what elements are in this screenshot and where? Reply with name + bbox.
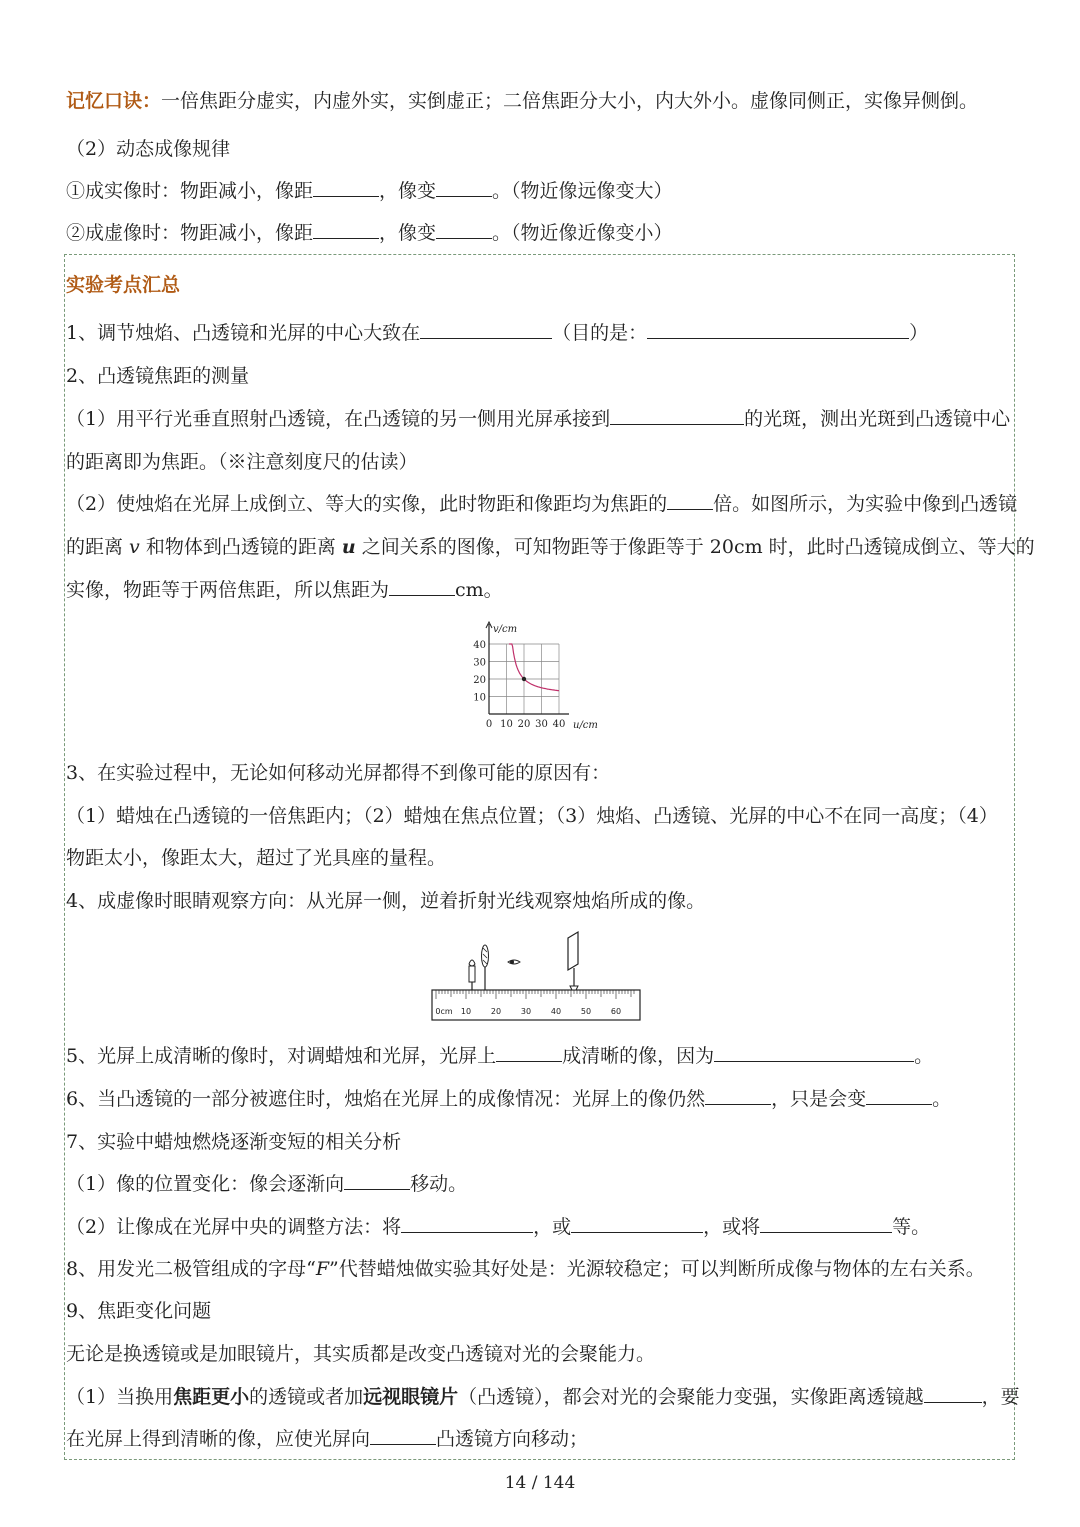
text: ） (909, 322, 929, 344)
text: 。（物近像远像变大） (492, 180, 673, 202)
text: 的透镜或者加 (249, 1386, 364, 1408)
text: cm。 (455, 579, 503, 601)
item-9-intro: 无论是换透镜或是加眼镜片，其实质都是改变凸透镜对光的会聚能力。 (66, 1343, 656, 1365)
text: ②成虚像时：物距减小，像距 (66, 222, 314, 244)
text: 的距离 (66, 536, 130, 558)
item-2-1-cont: 的距离即为焦距。（※注意刻度尺的估读） (66, 451, 418, 473)
blank (370, 1426, 436, 1445)
blank (344, 1171, 410, 1190)
y-tick-label: 10 (473, 692, 486, 704)
text: ，只是会变 (771, 1088, 867, 1110)
page-number: 14 / 144 (504, 1473, 576, 1493)
item-5 (66, 1043, 933, 1069)
text: 在光屏上得到清晰的像，应使光屏向 (66, 1428, 371, 1450)
chart-axes (486, 622, 569, 714)
text-bold: 焦距更小 (173, 1386, 250, 1408)
text: 的光斑，测出光斑到凸透镜中心 (744, 408, 1011, 430)
text: 。（物近像近像变小） (492, 222, 673, 244)
ruler-label: 50 (580, 1007, 592, 1016)
item-6 (66, 1086, 951, 1112)
text: 凸透镜方向移动； (436, 1428, 589, 1450)
text: ，像变 (379, 180, 437, 202)
ruler-label: 0cm (435, 1007, 453, 1016)
memo-text: 一倍焦距分虚实，内虚外实，实倒虚正；二倍焦距分大小，内大外小。虚像同侧正，实像异侧倒。 (161, 90, 979, 112)
blank (436, 178, 492, 197)
text: ，要 (981, 1386, 1020, 1408)
item-9: 9、焦距变化问题 (66, 1300, 212, 1322)
x-tick-label: 10 (500, 719, 513, 730)
text: （凸透镜），都会对光的会聚能力变强，实像距离透镜越 (458, 1386, 924, 1408)
chart-ticks (473, 640, 565, 730)
y-tick-label: 40 (473, 640, 486, 651)
text: ，或 (533, 1216, 572, 1238)
text: （2）使烛焰在光屏上成倒立、等大的实像，此时物距和像距均为焦距的 (66, 493, 668, 515)
item-3-1: （1）蜡烛在凸透镜的一倍焦距内；（2）蜡烛在焦点位置；（3）烛焰、凸透镜、光屏的中心不在同一高度；（4） (66, 805, 998, 827)
dynamic-virtual (66, 220, 673, 246)
item-4: 4、成虚像时眼睛观察方向：从光屏一侧，逆着折射光线观察烛焰所成的像。 (66, 890, 706, 912)
text: 6、当凸透镜的一部分被遮住时，烛焰在光屏上的成像情况：光屏上的像仍然 (66, 1088, 706, 1110)
letter-f: F (315, 1258, 329, 1280)
item-9-1 (66, 1384, 1020, 1410)
dynamic-real (66, 178, 673, 204)
text: （1）用平行光垂直照射凸透镜，在凸透镜的另一侧用光屏承接到 (66, 408, 611, 430)
text: ”代替蜡烛做实验其好处是：光源较稳定；可以判断所成像与物体的左右关系。 (329, 1258, 985, 1280)
blank (705, 1086, 771, 1105)
item-8 (66, 1256, 985, 1282)
ruler-label: 10 (460, 1007, 472, 1016)
text: 移动。 (410, 1173, 468, 1195)
candle-icon (469, 960, 475, 990)
item-7: 7、实验中蜡烛燃烧逐渐变短的相关分析 (66, 1131, 402, 1153)
text: 倍。如图所示，为实验中像到凸透镜 (713, 493, 1018, 515)
y-tick-label: 30 (473, 657, 486, 669)
text: （1）像的位置变化：像会逐渐向 (66, 1173, 345, 1195)
blank (571, 1214, 703, 1233)
blank (436, 220, 492, 239)
text: 。 (932, 1088, 952, 1110)
item-9-1-cont (66, 1426, 588, 1452)
blank (401, 1214, 533, 1233)
ruler-label: 40 (550, 1007, 562, 1016)
text: 等。 (892, 1216, 931, 1238)
item-2-2-cont (66, 534, 1035, 560)
blank (924, 1384, 982, 1403)
item-2: 2、凸透镜焦距的测量 (66, 365, 250, 387)
box-heading: 实验考点汇总 (66, 274, 181, 296)
item-7-1 (66, 1171, 467, 1197)
text: 5、光屏上成清晰的像时，对调蜡烛和光屏，光屏上 (66, 1045, 497, 1067)
text: 1、调节烛焰、凸透镜和光屏的中心大致在 (66, 322, 421, 344)
text-bold: 远视眼镜片 (363, 1386, 459, 1408)
optical-bench-figure (428, 928, 644, 1024)
item-2-1 (66, 406, 1010, 432)
eye-icon (508, 960, 520, 964)
text: 8、用发光二极管组成的字母“ (66, 1258, 316, 1280)
blank (420, 320, 552, 339)
text: （2）让像成在光屏中央的调整方法：将 (66, 1216, 402, 1238)
blank (647, 320, 909, 339)
text: 之间关系的图像，可知物距等于像距等于 20cm 时，此时凸透镜成倒立、等大的 (355, 536, 1035, 558)
item-3: 3、在实验过程中，无论如何移动光屏都得不到像可能的原因有： (66, 762, 611, 784)
text: 。 (914, 1045, 934, 1067)
blank (610, 406, 744, 425)
text: ，像变 (379, 222, 437, 244)
blank (313, 220, 379, 239)
text: 和物体到凸透镜的距离 (139, 536, 342, 558)
var-v: v (129, 536, 140, 558)
chart-xlabel: u/cm (573, 720, 598, 731)
text: ①成实像时：物距减小，像距 (66, 180, 314, 202)
ruler-label: 20 (490, 1007, 502, 1016)
text: 成清晰的像，因为 (562, 1045, 715, 1067)
text: （目的是： (552, 322, 648, 344)
y-tick-label: 20 (473, 675, 486, 686)
chart-curve-series (509, 644, 559, 691)
text: 实像，物距等于两倍焦距，所以焦距为 (66, 579, 390, 601)
ruler-label: 30 (520, 1007, 532, 1016)
blank (389, 577, 455, 596)
memo-line (66, 88, 978, 114)
item-2-2 (66, 491, 1017, 517)
text: （1）当换用 (66, 1386, 174, 1408)
x-tick-label: 0 (485, 719, 493, 730)
var-u: u (341, 536, 356, 558)
lens-icon (482, 945, 489, 990)
x-tick-label: 30 (535, 719, 548, 730)
blank (714, 1043, 914, 1062)
item-2-2-cont2 (66, 577, 503, 603)
item-7-2 (66, 1214, 930, 1240)
blank (667, 491, 713, 510)
blank (760, 1214, 892, 1233)
item-1 (66, 320, 928, 346)
uv-graph (465, 618, 615, 736)
blank (866, 1086, 932, 1105)
ruler-label: 60 (610, 1007, 622, 1016)
x-tick-label: 40 (552, 719, 566, 730)
chart-marked-point (522, 677, 526, 681)
text: ，或将 (703, 1216, 761, 1238)
item-3-2: 物距太小，像距太大，超过了光具座的量程。 (66, 847, 447, 869)
memo-label: 记忆口诀： (66, 90, 162, 112)
blank (313, 178, 379, 197)
chart-ylabel: v/cm (493, 624, 518, 635)
screen-icon (568, 932, 578, 990)
blank (496, 1043, 562, 1062)
x-tick-label: 20 (517, 719, 531, 730)
dynamic-title: （2）动态成像规律 (66, 138, 231, 160)
